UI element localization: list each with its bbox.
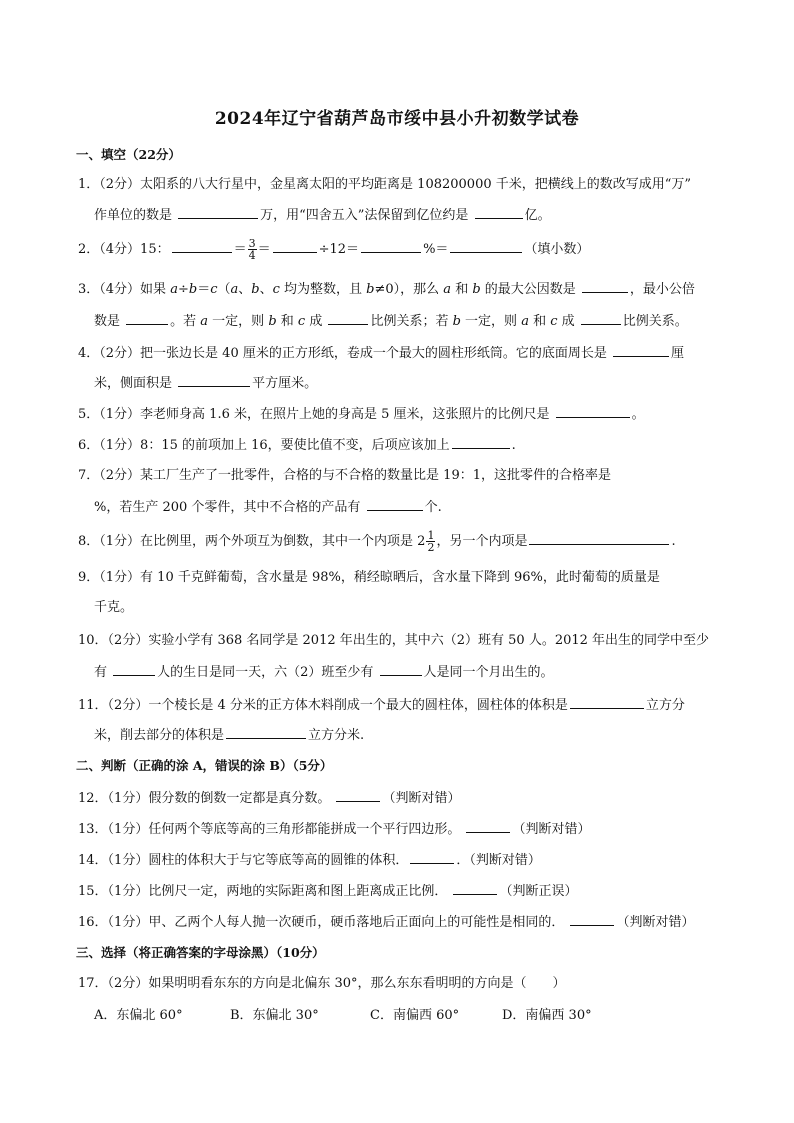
question-17: 17．（2分）如果明明看东东的方向是北偏东 30°，那么东东看明明的方向是（ ） [78,976,566,991]
question-11-line-2: 米，削去部分的体积是 立方分米. [94,724,364,746]
question-10-line-2: 有 人的生日是同一天，六（2）班至少有 人是同一个月出生的。 [94,661,554,683]
answer-blank[interactable] [453,880,497,895]
answer-blank[interactable] [529,530,669,545]
question-15: 15．（1分）比例尺一定，两地的实际距离和图上距离成正比例． （判断正误） [78,880,577,902]
answer-blank[interactable] [126,310,168,325]
question-14: 14．（1分）圆柱的体积大于与它等底等高的圆锥的体积． ．（判断对错） [78,849,541,871]
answer-blank[interactable] [613,342,669,357]
question-7-line-1: 7．（2分）某工厂生产了一批零件，合格的与不合格的数量比是 19：1，这批零件的合格率是 [78,468,611,483]
section-heading-true-false: 二、判断（正确的涂 A，错误的涂 B）（5分） [76,758,333,773]
answer-blank[interactable] [570,694,644,709]
option-b[interactable]: B．东偏北 30° [230,1008,319,1023]
answer-blank[interactable] [410,849,454,864]
answer-blank[interactable] [113,661,155,676]
answer-blank[interactable] [336,787,380,802]
page-title: 2024年辽宁省葫芦岛市绥中县小升初数学试卷 [214,109,580,129]
answer-blank[interactable] [178,372,250,387]
fraction: $\frac{1}{2}$ [427,529,435,554]
answer-blank[interactable] [570,911,614,926]
answer-blank[interactable] [466,818,510,833]
question-16: 16．（1分）甲、乙两个人每人抛一次硬币，硬币落地后正面向上的可能性是相同的． （判断对错） [78,911,694,933]
question-9-line-2: 千克。 [94,600,134,615]
option-a[interactable]: A．东偏北 60° [94,1008,183,1023]
question-4-line-1: 4．（2分）把一张边长是 40 厘米的正方形纸，卷成一个最大的圆柱形纸筒。它的底面周长是 厘 [78,342,684,364]
answer-blank[interactable] [450,238,522,253]
fraction: $\frac{3}{4}$ [248,237,256,262]
answer-blank[interactable] [452,434,510,449]
question-4-line-2: 米，侧面积是 平方厘米。 [94,372,317,394]
question-3-line-2: 数是 。若 a 一定，则 b 和 c 成 比例关系；若 b 一定，则 a 和 c 成 比例关系。 [94,310,688,332]
answer-blank[interactable] [367,496,423,511]
answer-blank[interactable] [380,661,422,676]
section-heading-fill-in: 一、填空（22分） [76,147,181,162]
question-6: 6．（1分）8：15 的前项加上 16，要使比值不变，后项应该加上 . [78,434,516,456]
question-10-line-1: 10．（2分）实验小学有 368 名同学是 2012 年出生的，其中六（2）班有 50 人。2012 年出生的同学中至少 [78,633,710,648]
answer-blank[interactable] [178,204,258,219]
answer-blank[interactable] [556,403,630,418]
answer-blank[interactable] [172,238,232,253]
answer-blank[interactable] [475,204,523,219]
question-5: 5．（1分）李老师身高 1.6 米，在照片上她的身高是 5 厘米，这张照片的比例尺是 。 [78,403,645,425]
question-13: 13．（1分）任何两个等底等高的三角形都能拼成一个平行四边形。 （判断对错） [78,818,590,840]
answer-blank[interactable] [328,310,368,325]
question-7-line-2: %，若生产 200 个零件，其中不合格的产品有 个. [94,496,442,518]
answer-blank[interactable] [581,310,621,325]
option-c[interactable]: C．南偏西 60° [370,1008,460,1023]
question-8: 8．（1分）在比例里，两个外项互为倒数，其中一个内项是 2 $\frac{1}{2}$ ，另一个内项是 . [78,529,676,554]
question-2: 2．（4分）15： ＝ $\frac{3}{4}$ ＝ ÷12＝ %＝ （填小数） [78,237,590,262]
option-d[interactable]: D．南偏西 30° [502,1008,592,1023]
question-1-line-1: 1．（2分）太阳系的八大行星中，金星离太阳的平均距离是 108200000 千米，把横线上的数改写成用“万” [78,177,692,192]
answer-blank[interactable] [361,238,421,253]
question-1-line-2: 作单位的数是 万，用“四舍五入”法保留到亿位约是 亿。 [94,204,551,226]
question-3-line-1: 3．（4分）如果 a÷b＝c（a、b、c 均为整数，且 b≠0），那么 a 和 b 的最大公因数是 ，最小公倍 [78,278,695,300]
question-9-line-1: 9．（1分）有 10 千克鲜葡萄，含水量是 98%，稍经晾晒后，含水量下降到 96%，此时葡萄的质量是 [78,570,660,585]
question-17-options [94,1006,592,1026]
question-11-line-1: 11．（2分）一个棱长是 4 分米的正方体木料削成一个最大的圆柱体，圆柱体的体积是 立方分 [78,694,685,716]
question-12: 12．（1分）假分数的倒数一定都是真分数。 （判断对错） [78,787,460,809]
section-heading-multiple-choice: 三、选择（将正确答案的字母涂黑）（10分） [76,945,325,960]
answer-blank[interactable] [273,238,317,253]
answer-blank[interactable] [582,278,628,293]
answer-blank[interactable] [226,724,306,739]
